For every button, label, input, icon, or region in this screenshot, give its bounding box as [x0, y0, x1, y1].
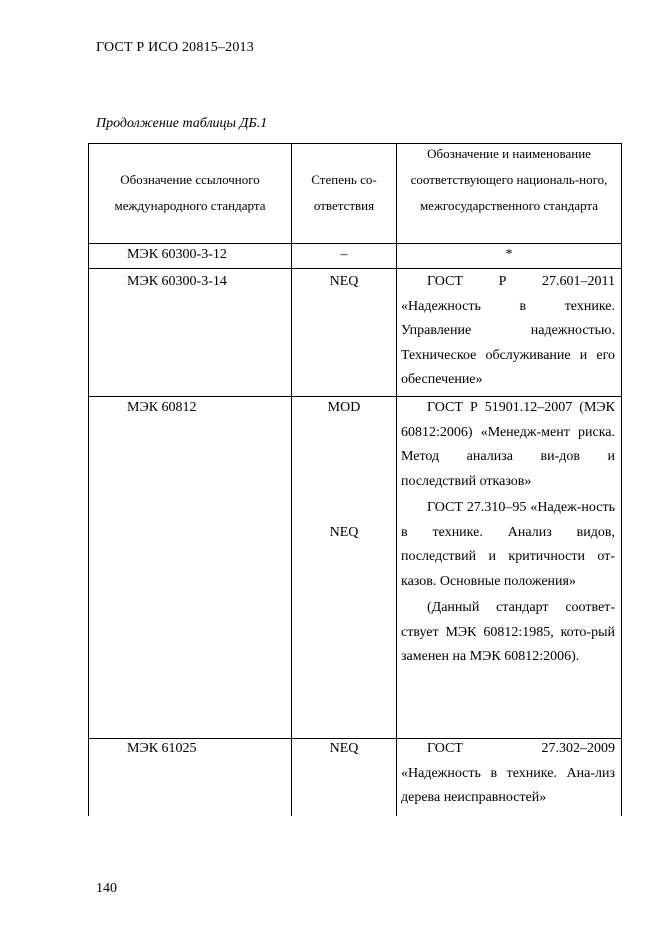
table-row-national: ГОСТ Р 27.601–2011 «Надежность в технике. Управление надежностью. Техническое обслуживание и его обеспечение» — [401, 274, 615, 387]
table-caption: Продолжение таблицы ДБ.1 — [96, 116, 268, 131]
row-separator — [88, 268, 622, 269]
table-row-national: ГОСТ 27.302–2009 «Надежность в технике. Ана-лиз дерева неисправностей» — [401, 741, 615, 805]
table-row-degree: MOD — [327, 400, 361, 415]
table-row-ref: МЭК 61025 — [127, 741, 197, 756]
table-row-degree: NEQ — [329, 274, 359, 289]
column-header-degree: Степень со-ответствия — [311, 172, 377, 213]
document-header: ГОСТ Р ИСО 20815–2013 — [96, 40, 254, 55]
table-row-note: (Данный стандарт соответ-ствует МЭК 60812:1985, кото-рый заменен на МЭК 60812:2006). — [401, 600, 615, 664]
table-row-degree: – — [340, 247, 348, 262]
column-header-national: Обозначение и наименование соответствующего националь-ного, межгосударственного стандарта — [410, 146, 608, 213]
table-row-national-secondary: ГОСТ 27.310–95 «Надеж-ность в технике. Анализ видов, последствий и критичности от-казов. Основные положения» — [401, 500, 615, 589]
table-row-national: * — [505, 247, 513, 262]
table-row-degree: NEQ — [329, 741, 359, 756]
page-number: 140 — [96, 881, 117, 896]
table-row-degree-secondary: NEQ — [329, 525, 359, 540]
table-row-ref: МЭК 60812 — [127, 400, 197, 415]
table-row-national: ГОСТ Р 51901.12–2007 (МЭК 60812:2006) «Менедж-мент риска. Метод анализа ви-дов и последствий отказов» — [401, 400, 615, 489]
table-row-ref: МЭК 60300-3-14 — [127, 274, 227, 289]
column-header-reference: Обозначение ссылочного международного стандарта — [114, 172, 266, 213]
table-row-ref: МЭК 60300-3-12 — [127, 247, 227, 262]
